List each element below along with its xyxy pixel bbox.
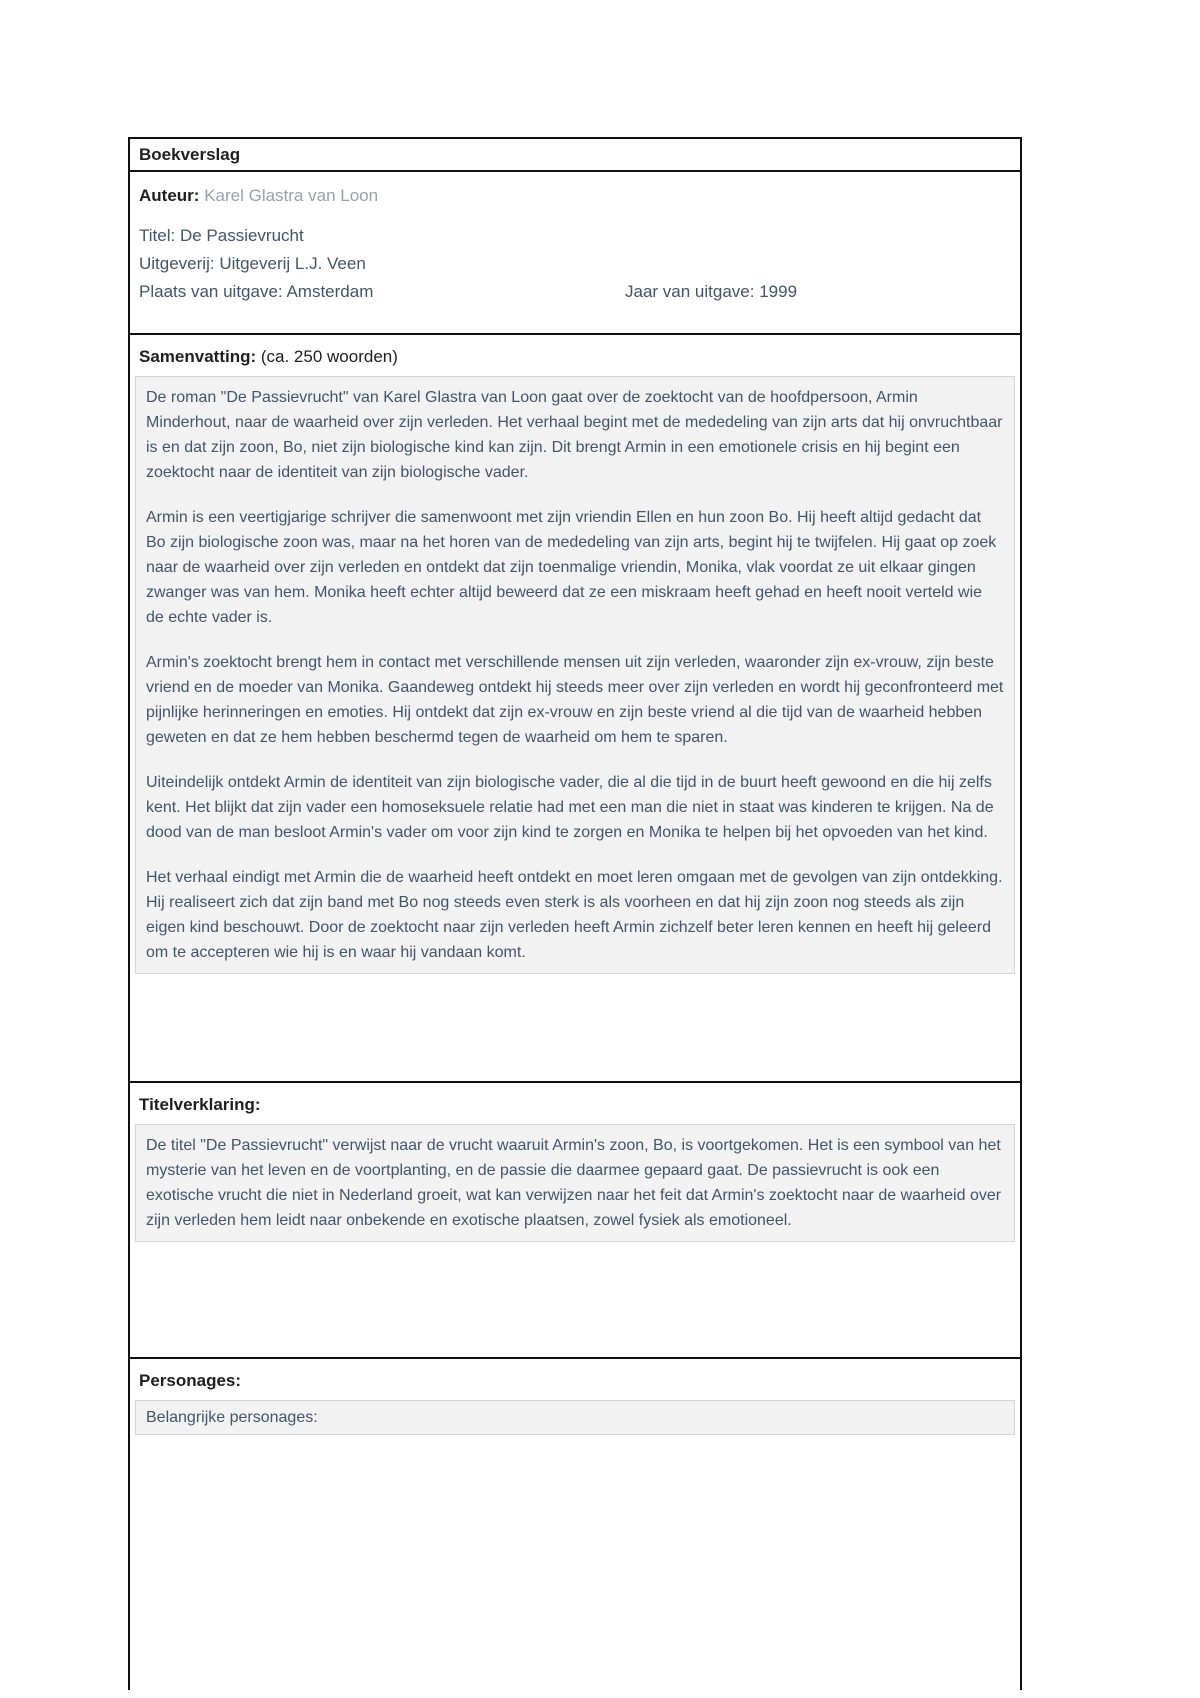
report-title-section <box>128 137 1022 172</box>
summary-paragraph: Uiteindelijk ontdekt Armin de identiteit van zijn biologische vader, die al die tijd in de buurt heeft gewoond en die hij zelfs kent. Het blijkt dat zijn vader een homoseksuele relatie had met een man die niet in staat was kinderen te krijgen. Na de dood van de man besloot Armin's vader om voor zijn kind te zorgen en Monika te helpen bij het opvoeden van het kind. <box>146 774 994 841</box>
title-explanation-heading: Titelverklaring: <box>139 1095 261 1114</box>
author-value: Karel Glastra van Loon <box>204 186 379 205</box>
title-label: Titel: <box>139 226 176 245</box>
summary-paragraph: De roman "De Passievrucht" van Karel Glastra van Loon gaat over de zoektocht van de hoofdpersoon, Armin Minderhout, naar de waarheid over zijn verleden. Het verhaal begint met de mededeling van zijn arts dat hij onvruchtbaar is en dat zijn zoon, Bo, niet zijn biologische kind kan zijn. Dit brengt Armin in een emotionele crisis en hij begint een zoektocht naar de identiteit van zijn biologische vader. <box>146 389 1003 481</box>
characters-section <box>128 1357 1022 1690</box>
summary-paragraph: Armin is een veertigjarige schrijver die samenwoont met zijn vriendin Ellen en hun zoon Bo. Hij heeft altijd gedacht dat Bo zijn biologische zoon was, maar na het horen van de mededeling van zijn arts, begint hij te twijfelen. Hij gaat op zoek naar de waarheid over zijn verleden en ontdekt dat zijn toenmalige vriendin, Monika, vlak voordat ze uit elkaar gingen zwanger was van hem. Monika heeft echter altijd beweerd dat ze een miskraam heeft gehad en heeft nooit verteld wie de echte vader is. <box>146 509 997 626</box>
publisher-value: Uitgeverij L.J. Veen <box>219 254 366 273</box>
report-title: Boekverslag <box>139 145 241 164</box>
meta-publisher-line <box>139 250 1011 278</box>
title-explanation-section <box>128 1081 1022 1359</box>
meta-place-year-line <box>139 278 1011 306</box>
meta-author-line <box>139 182 1011 210</box>
characters-subheading: Belangrijke personages: <box>146 1409 318 1426</box>
summary-heading-label: Samenvatting: <box>139 347 257 366</box>
title-explanation-box <box>135 1124 1015 1242</box>
publisher-label: Uitgeverij: <box>139 254 215 273</box>
summary-box <box>135 376 1015 974</box>
meta-title-line <box>139 222 1011 250</box>
meta-section <box>128 170 1022 335</box>
summary-paragraph: Armin's zoektocht brengt hem in contact met verschillende mensen uit zijn verleden, waaronder zijn ex-vrouw, zijn beste vriend en de moeder van Monika. Gaandeweg ontdekt hij steeds meer over zijn verleden en wordt hij geconfronteerd met pijnlijke herinneringen en emoties. Hij ontdekt dat zijn ex-vrouw en zijn beste vriend al die tijd van de waarheid hebben geweten en dat ze hem hebben beschermd tegen de waarheid om hem te sparen. <box>146 654 1004 746</box>
year-label: Jaar van uitgave: <box>625 282 755 301</box>
author-label: Auteur: <box>139 186 200 205</box>
title-explanation-paragraph: De titel "De Passievrucht" verwijst naar de vrucht waaruit Armin's zoon, Bo, is voortgekomen. Het is een symbool van het mysterie van het leven en de voortplanting, en de passie die daarmee gepaard gaat. De passievrucht is ook een exotische vrucht die niet in Nederland groeit, wat kan verwijzen naar het feit dat Armin's zoektocht naar de waarheid over zijn verleden hem leidt naar onbekende en exotische plaatsen, zowel fysiek als emotioneel. <box>146 1137 1002 1229</box>
summary-heading-suffix: (ca. 250 woorden) <box>260 347 398 366</box>
place-label: Plaats van uitgave: <box>139 282 283 301</box>
place-value: Amsterdam <box>286 282 374 301</box>
characters-heading: Personages: <box>139 1371 242 1390</box>
place-of-publication <box>139 282 373 301</box>
summary-heading <box>135 343 1015 370</box>
summary-paragraph: Het verhaal eindigt met Armin die de waarheid heeft ontdekt en moet leren omgaan met de gevolgen van zijn ontdekking. Hij realiseert zich dat zijn band met Bo nog steeds even sterk is als voorheen en dat hij zijn zoon nog steeds als zijn eigen kind beschouwt. Door de zoektocht naar zijn verleden heeft Armin zichzelf beter leren kennen en heeft hij geleerd om te accepteren wie hij is en waar hij vandaan komt. <box>146 869 1003 961</box>
summary-section <box>128 333 1022 1083</box>
year-of-publication <box>625 278 797 306</box>
book-report-document <box>128 137 1022 1690</box>
year-value: 1999 <box>759 282 798 301</box>
characters-box <box>135 1400 1015 1435</box>
title-value: De Passievrucht <box>179 226 304 245</box>
